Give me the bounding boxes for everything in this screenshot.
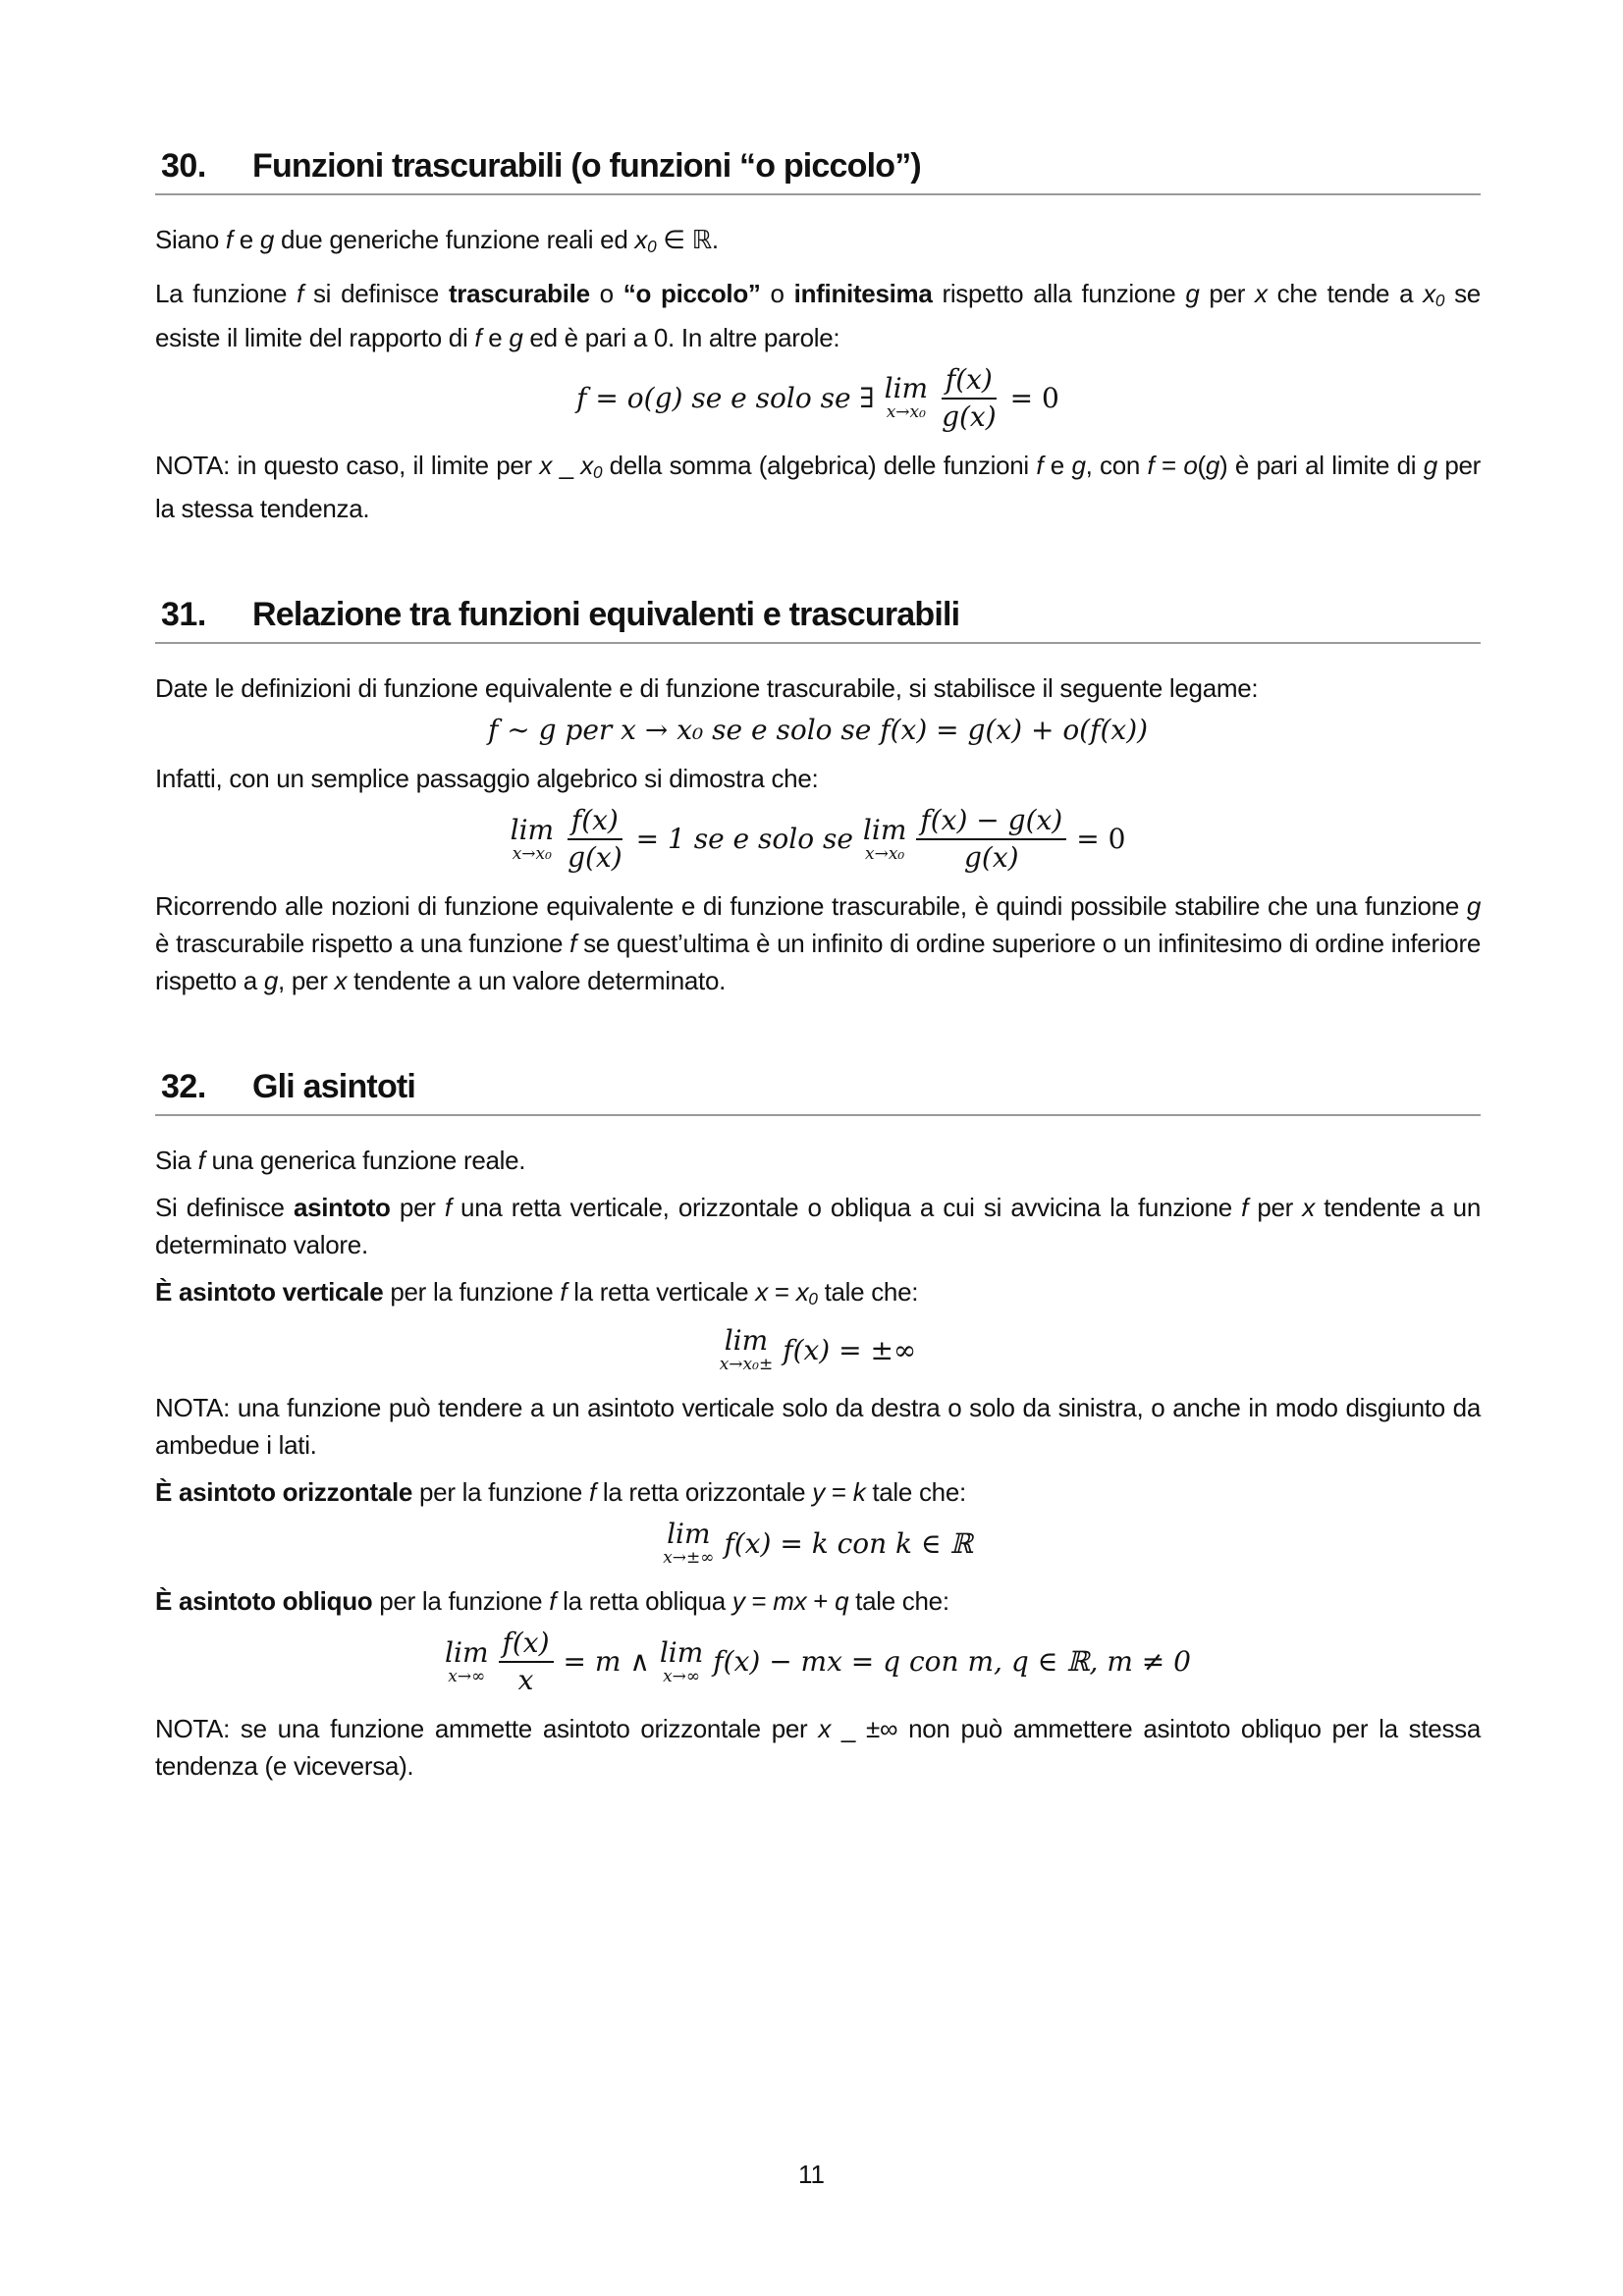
section-heading xyxy=(155,1068,1481,1116)
paragraph: È asintoto verticale per la funzione f la retta verticale $x = x_0$ tale che: xyxy=(155,1277,919,1309)
paragraph: Ricorrendo alle nozioni di funzione equivalente e di funzione trascurabile, è quindi possibile stabilire che una funzione g è trascurabile rispetto a una funzione f se quest’ultima è un infinito di ordine superiore o un infinitesimo di ordine inferiore rispetto a g, per x tendente a un valore determinato. xyxy=(155,891,1481,996)
section-heading xyxy=(155,147,1481,195)
page-content xyxy=(155,147,1481,1853)
section-title: Relazione tra funzioni equivalenti e trascurabili xyxy=(252,596,960,634)
section-number: 32. xyxy=(161,1068,206,1106)
note-paragraph: NOTA: in questo caso, il limite per x _ $x_0$ della somma (algebrica) delle funzioni f e g, con f = o(g) è pari al limite di g per la stessa tendenza. xyxy=(155,450,1482,524)
formula: f = o(g) se e solo se ∃ lim x→x₀ $\frac{f(x)}{g(x)}$ = 0 xyxy=(576,362,1059,433)
paragraph: Sia f una generica funzione reale. xyxy=(155,1146,526,1176)
section-heading xyxy=(155,596,1481,644)
section-title: Gli asintoti xyxy=(252,1068,416,1106)
section-number: 31. xyxy=(161,596,206,634)
note-paragraph: NOTA: se una funzione ammette asintoto orizzontale per x _ ±∞ non può ammettere asintoto obliquo per la stessa tendenza (e viceversa). xyxy=(155,1714,1482,1782)
paragraph: Infatti, con un semplice passaggio algebrico si dimostra che: xyxy=(155,764,819,794)
note-paragraph: NOTA: una funzione può tendere a un asintoto verticale solo da destra o solo da sinistra, o anche in modo disgiunto da ambedue i lati. xyxy=(155,1393,1481,1461)
formula: lim x→x₀± f(x) = ±∞ xyxy=(719,1324,917,1375)
paragraph: La funzione f si definisce trascurabile o “o piccolo” o infinitesima rispetto alla funzione g per x che tende a $x_0$ se esiste il limite del rapporto di f e g ed è pari a 0. In altre parole: xyxy=(155,278,1481,352)
formula: lim x→∞ $\frac{f(x)}{x}$ = m ∧ lim x→∞ f(x) − mx = q con m, q ∈ ℝ, m ≠ 0 xyxy=(445,1627,1191,1697)
formula: lim x→x₀ $\frac{f(x)}{g(x)}$ = 1 se e solo se lim x→x₀ $\frac{f(x) - g(x)}{g(x)}$ = 0 xyxy=(510,804,1126,875)
page-number: 11 xyxy=(798,2160,825,2189)
paragraph: È asintoto obliquo per la funzione f la retta obliqua y = mx + q tale che: xyxy=(155,1586,949,1617)
formula: lim x→±∞ f(x) = k con k ∈ ℝ xyxy=(663,1518,973,1569)
paragraph: Si definisce asintoto per f una retta verticale, orizzontale o obliqua a cui si avvicina la funzione f per x tendente a un determinato valore. xyxy=(155,1193,1482,1260)
formula: f ∼ g per x → x₀ se e solo se f(x) = g(x) + o(f(x)) xyxy=(487,714,1149,747)
section-30 xyxy=(155,147,1481,527)
section-31 xyxy=(155,596,1481,999)
paragraph: Siano f e g due generiche funzione reali ed $x_0$ ∈ ℝ. xyxy=(155,225,719,256)
paragraph: È asintoto orizzontale per la funzione f la retta orizzontale y = k tale che: xyxy=(155,1477,966,1508)
paragraph: Date le definizioni di funzione equivalente e di funzione trascurabile, si stabilisce il seguente legame: xyxy=(155,673,1259,704)
section-32 xyxy=(155,1068,1481,1785)
section-number: 30. xyxy=(161,147,206,185)
section-title: Funzioni trascurabili (o funzioni “o piccolo”) xyxy=(252,147,921,185)
